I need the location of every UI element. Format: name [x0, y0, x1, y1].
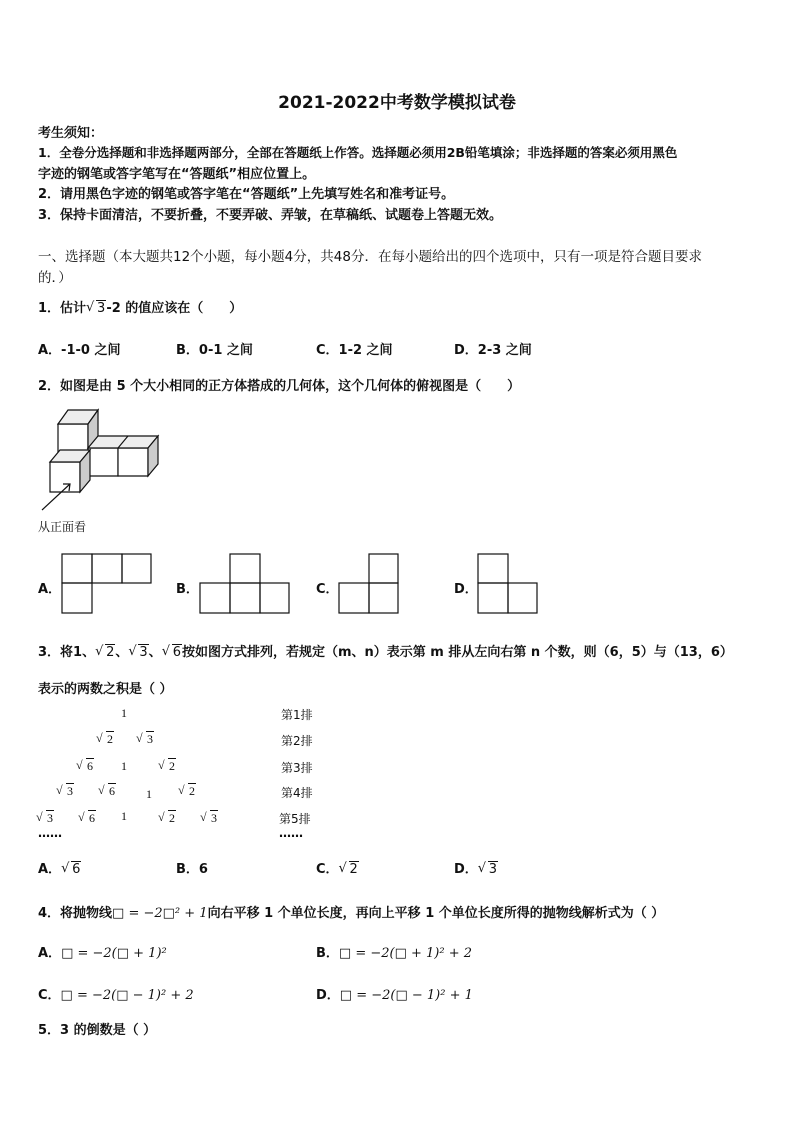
- r5-item-3: 1: [121, 809, 127, 823]
- q3-option-a[interactable]: A．√ 6: [38, 858, 81, 877]
- r3-item-1: √ 6: [76, 759, 94, 774]
- question-4: 4．将抛物线□ = −2□² + 1向右平移 1 个单位长度，再向上平移 1 个单位长度所得的抛物线解析式为（ ）: [38, 906, 665, 921]
- r5-item-1: √ 3: [36, 811, 54, 826]
- r5-item-2: √ 6: [78, 811, 96, 826]
- r4-item-4: √ 2: [178, 784, 196, 799]
- row-label-1: 第1排: [281, 708, 313, 722]
- row-label-3: 第3排: [281, 761, 313, 775]
- q1-option-b[interactable]: B．0-1 之间: [176, 343, 253, 358]
- q2-option-b-diagram[interactable]: [199, 553, 291, 615]
- q1-prefix: 1．估计: [38, 301, 87, 316]
- q2-cube-figure: [36, 400, 166, 518]
- notice-heading: 考生须知：: [38, 126, 104, 141]
- q4-option-b[interactable]: B．□ = −2(□ + 1)² + 2: [316, 946, 473, 961]
- r4-item-2: √ 6: [98, 784, 116, 799]
- q3-option-b[interactable]: B．6: [176, 862, 208, 877]
- r2-item-1: √ 2: [96, 732, 114, 747]
- q1-radical: √ 3: [88, 301, 106, 316]
- arrangement-continuation: ……: [38, 826, 62, 840]
- q2-option-d-diagram[interactable]: [477, 553, 539, 615]
- question-3-line-2: 表示的两数之积是（ ）: [38, 682, 173, 697]
- r1-item-1: 1: [121, 706, 127, 720]
- r3-item-3: √ 2: [158, 759, 176, 774]
- notice-line-3: 2．请用黑色字迹的钢笔或答字笔在“答题纸”上先填写姓名和准考证号。: [38, 187, 455, 202]
- row-label-5: 第5排: [279, 812, 311, 826]
- q2-option-d-label[interactable]: D．: [454, 582, 478, 597]
- notice-line-1: 1．全卷分选择题和非选择题两部分，全部在答题纸上作答。选择题必须用2B铅笔填涂；非选择题的答案必须用黑色: [38, 145, 678, 160]
- q1-option-c[interactable]: C．1-2 之间: [316, 343, 393, 358]
- r4-item-3: 1: [146, 787, 152, 801]
- q4-option-a[interactable]: A．□ = −2(□ + 1)²: [38, 946, 167, 961]
- q4-option-c[interactable]: C．□ = −2(□ − 1)² + 2: [38, 988, 194, 1003]
- section-header-line-1: 一、选择题（本大题共12个小题，每小题4分，共48分．在每小题给出的四个选项中，只有一项是符合题目要求: [38, 249, 702, 265]
- row-label-4: 第4排: [281, 786, 313, 800]
- q2-option-a-label[interactable]: A．: [38, 582, 62, 597]
- q1-option-a[interactable]: A．-1-0 之间: [38, 343, 121, 358]
- q3-option-d[interactable]: D．√ 3: [454, 858, 498, 877]
- q3-option-c[interactable]: C．√ 2: [316, 858, 359, 877]
- q2-option-b-label[interactable]: B．: [176, 582, 199, 597]
- q2-option-c-label[interactable]: C．: [316, 582, 339, 597]
- section-header-line-2: 的．）: [38, 270, 72, 286]
- q2-option-a-diagram[interactable]: [61, 553, 153, 615]
- question-5: 5．3 的倒数是（ ）: [38, 1023, 157, 1038]
- r2-item-2: √ 3: [136, 732, 154, 747]
- question-2: 2．如图是由 5 个大小相同的正方体搭成的几何体，这个几何体的俯视图是（ ）: [38, 379, 521, 394]
- question-3-line-1: 3．将1、√ 2、√ 3、√ 6按如图方式排列，若规定（m、n）表示第 m 排从左向右第 n 个数，则（6，5）与（13，6）: [38, 641, 733, 660]
- q1-option-d[interactable]: D．2-3 之间: [454, 343, 532, 358]
- q2-option-c-diagram[interactable]: [338, 553, 400, 615]
- notice-line-2: 字迹的钢笔或答字笔写在“答题纸”相应位置上。: [38, 167, 316, 182]
- row-label-continuation: ……: [279, 826, 303, 840]
- q4-option-d[interactable]: D．□ = −2(□ − 1)² + 1: [316, 988, 473, 1003]
- r5-item-5: √ 3: [200, 811, 218, 826]
- row-label-2: 第2排: [281, 734, 313, 748]
- q1-suffix: -2 的值应该在（ ）: [106, 301, 243, 316]
- r3-item-2: 1: [121, 759, 127, 773]
- notice-line-4: 3．保持卡面清洁，不要折叠，不要弄破、弄皱，在草稿纸、试题卷上答题无效。: [38, 208, 503, 223]
- question-1: [38, 297, 242, 316]
- r5-item-4: √ 2: [158, 811, 176, 826]
- r4-item-1: √ 3: [56, 784, 74, 799]
- q2-view-caption: 从正面看: [38, 520, 87, 534]
- page-title: 2021-2022中考数学模拟试卷: [278, 93, 516, 113]
